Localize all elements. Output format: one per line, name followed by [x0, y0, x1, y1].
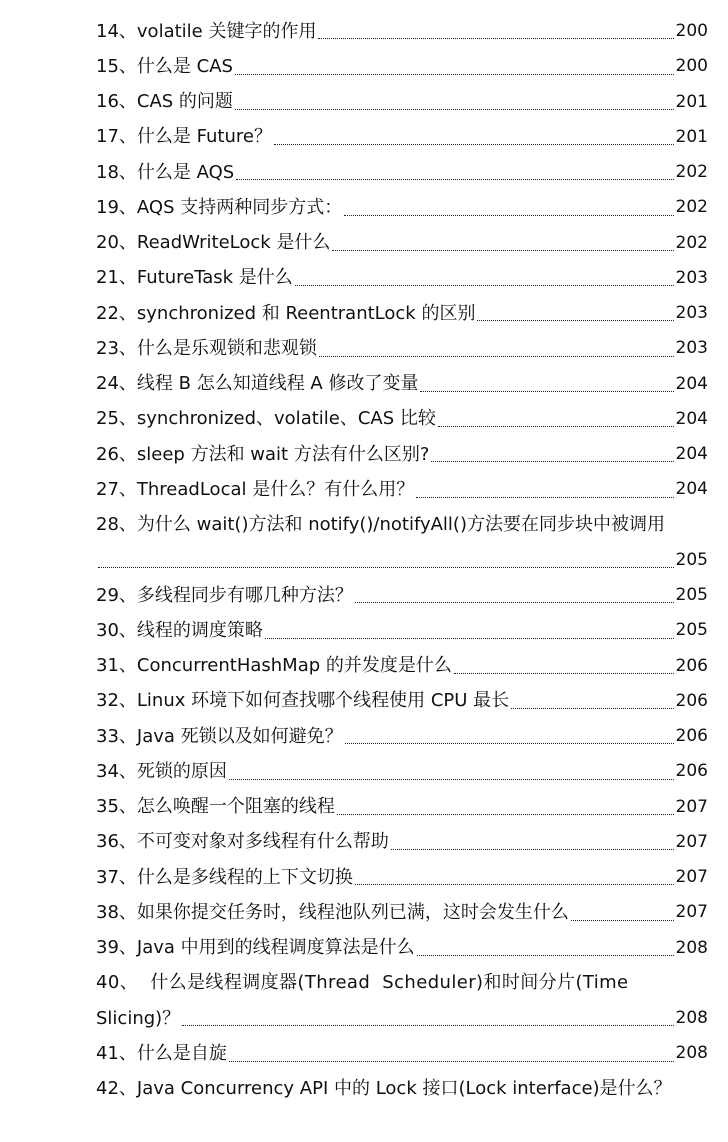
toc-entry-title: 24、线程 B 怎么知道线程 A 修改了变量 [96, 373, 419, 395]
dot-leader [236, 178, 673, 180]
toc-entry-title: 27、ThreadLocal 是什么？有什么用？ [96, 478, 415, 500]
toc-entry-title: 36、不可变对象对多线程有什么帮助 [96, 831, 389, 853]
toc-entry-16[interactable] [96, 85, 708, 120]
dot-leader [182, 1024, 673, 1026]
dot-leader [265, 637, 674, 639]
toc-page-number: 203 [675, 267, 708, 288]
toc-page-number: 204 [675, 479, 708, 500]
dot-leader [355, 601, 674, 603]
dot-leader [229, 1060, 674, 1062]
toc-entry-36[interactable] [96, 825, 708, 860]
toc-page-number: 200 [675, 56, 708, 77]
toc-entry-title: 41、什么是自旋 [96, 1042, 227, 1064]
toc-entry-title: 38、如果你提交任务时，线程池队列已满，这时会发生什么 [96, 901, 569, 923]
dot-leader [417, 954, 674, 956]
toc-entry-25[interactable] [96, 402, 708, 437]
dot-leader [431, 460, 673, 462]
toc-entry-30[interactable] [96, 613, 708, 648]
toc-page-number: 206 [675, 690, 708, 711]
toc-entry-40[interactable] [96, 966, 708, 1001]
toc-entry-22[interactable] [96, 296, 708, 331]
dot-leader [319, 355, 674, 357]
toc-entry-title: 26、sleep 方法和 wait 方法有什么区别? [96, 443, 430, 465]
toc-page-number: 201 [675, 91, 708, 112]
toc-entry-24[interactable] [96, 367, 708, 402]
dot-leader [571, 919, 674, 921]
toc-entry-title: 18、什么是 AQS [96, 161, 235, 183]
dot-leader [438, 425, 674, 427]
toc-page-number: 206 [675, 726, 708, 747]
toc-page-number: 208 [675, 1043, 708, 1064]
toc-entry-26[interactable] [96, 437, 708, 472]
toc-entry-title: 17、什么是 Future？ [96, 126, 272, 148]
toc-page-number: 206 [675, 761, 708, 782]
toc-page-number: 203 [675, 303, 708, 324]
toc-entry-title: 22、synchronized 和 ReentrantLock 的区别 [96, 302, 476, 324]
dot-leader [295, 284, 674, 286]
toc-entry-title: 33、Java 死锁以及如何避免？ [96, 725, 343, 747]
toc-entry-42[interactable] [96, 1072, 708, 1107]
toc-entry-title: 37、什么是多线程的上下文切换 [96, 866, 353, 888]
toc-entry-29[interactable] [96, 578, 708, 613]
toc-page-number: 208 [675, 1008, 708, 1029]
toc-entry-18[interactable] [96, 155, 708, 190]
toc-entry-title: 19、AQS 支持两种同步方式： [96, 196, 343, 218]
toc-entry-28-continued[interactable] [96, 543, 708, 578]
toc-entry-title: 35、怎么唤醒一个阻塞的线程 [96, 796, 335, 818]
dot-leader [355, 883, 674, 885]
toc-entry-38[interactable] [96, 895, 708, 930]
toc-entry-41[interactable] [96, 1036, 708, 1071]
toc-entry-title: 16、CAS 的问题 [96, 91, 233, 113]
toc-entry-23[interactable] [96, 331, 708, 366]
toc-entry-title: 21、FutureTask 是什么 [96, 267, 293, 289]
toc-entry-title: 40、 什么是线程调度器(Thread Scheduler)和时间分片(Time [96, 972, 629, 994]
dot-leader [318, 37, 673, 39]
dot-leader [511, 707, 673, 709]
toc-entry-14[interactable] [96, 14, 708, 49]
toc-page-number: 207 [675, 902, 708, 923]
dot-leader [345, 742, 674, 744]
toc-entry-35[interactable] [96, 790, 708, 825]
toc-entry-33[interactable] [96, 719, 708, 754]
toc-entry-32[interactable] [96, 684, 708, 719]
toc-entry-title: 25、synchronized、volatile、CAS 比较 [96, 408, 436, 430]
dot-leader [229, 778, 674, 780]
toc-entry-15[interactable] [96, 49, 708, 84]
toc-page-number: 204 [675, 444, 708, 465]
dot-leader [391, 848, 674, 850]
toc-page-number: 205 [675, 620, 708, 641]
toc-entry-title: 28、为什么 wait()方法和 notify()/notifyAll()方法要在同步块中被调用 [96, 514, 665, 536]
toc-page-number: 203 [675, 338, 708, 359]
toc-entry-17[interactable] [96, 120, 708, 155]
toc-entry-39[interactable] [96, 931, 708, 966]
toc-entry-31[interactable] [96, 649, 708, 684]
toc-page-number: 202 [675, 232, 708, 253]
toc-entry-title: 39、Java 中用到的线程调度算法是什么 [96, 937, 415, 959]
dot-leader [98, 566, 674, 568]
toc-entry-title: 15、什么是 CAS [96, 55, 233, 77]
dot-leader [477, 319, 673, 321]
toc-page-number: 207 [675, 867, 708, 888]
table-of-contents [96, 14, 708, 1107]
toc-page-number: 205 [675, 585, 708, 606]
dot-leader [274, 143, 674, 145]
toc-entry-title: 20、ReadWriteLock 是什么 [96, 232, 331, 254]
toc-entry-19[interactable] [96, 190, 708, 225]
dot-leader [337, 813, 674, 815]
toc-entry-28[interactable] [96, 508, 708, 543]
toc-entry-title: 23、什么是乐观锁和悲观锁 [96, 337, 317, 359]
toc-page-number: 204 [675, 408, 708, 429]
toc-entry-title: 31、ConcurrentHashMap 的并发度是什么 [96, 655, 452, 677]
toc-entry-title: 30、线程的调度策略 [96, 619, 263, 641]
toc-entry-20[interactable] [96, 226, 708, 261]
toc-entry-title: 32、Linux 环境下如何查找哪个线程使用 CPU 最长 [96, 690, 510, 712]
toc-entry-title: 42、Java Concurrency API 中的 Lock 接口(Lock interface)是什么？ [96, 1078, 672, 1100]
toc-entry-40-continued[interactable] [96, 1001, 708, 1036]
toc-page-number: 207 [675, 831, 708, 852]
toc-entry-27[interactable] [96, 472, 708, 507]
toc-page-number: 201 [675, 126, 708, 147]
toc-page-number: 207 [675, 796, 708, 817]
toc-page-number: 206 [675, 655, 708, 676]
dot-leader [344, 214, 673, 216]
toc-entry-37[interactable] [96, 860, 708, 895]
toc-entry-34[interactable] [96, 754, 708, 789]
toc-page-number: 208 [675, 937, 708, 958]
dot-leader [235, 73, 674, 75]
dot-leader [235, 108, 674, 110]
toc-page-number: 200 [675, 21, 708, 42]
toc-entry-title: 29、多线程同步有哪几种方法？ [96, 584, 353, 606]
toc-entry-21[interactable] [96, 261, 708, 296]
toc-entry-title: 14、volatile 关键字的作用 [96, 20, 317, 42]
toc-entry-title: 34、死锁的原因 [96, 760, 227, 782]
toc-page-number: 205 [675, 549, 708, 570]
dot-leader [420, 390, 673, 392]
toc-entry-title: Slicing)？ [96, 1007, 181, 1029]
dot-leader [454, 672, 674, 674]
toc-page-number: 202 [675, 197, 708, 218]
dot-leader [416, 496, 673, 498]
dot-leader [332, 249, 673, 251]
toc-page-number: 204 [675, 373, 708, 394]
toc-page-number: 202 [675, 162, 708, 183]
